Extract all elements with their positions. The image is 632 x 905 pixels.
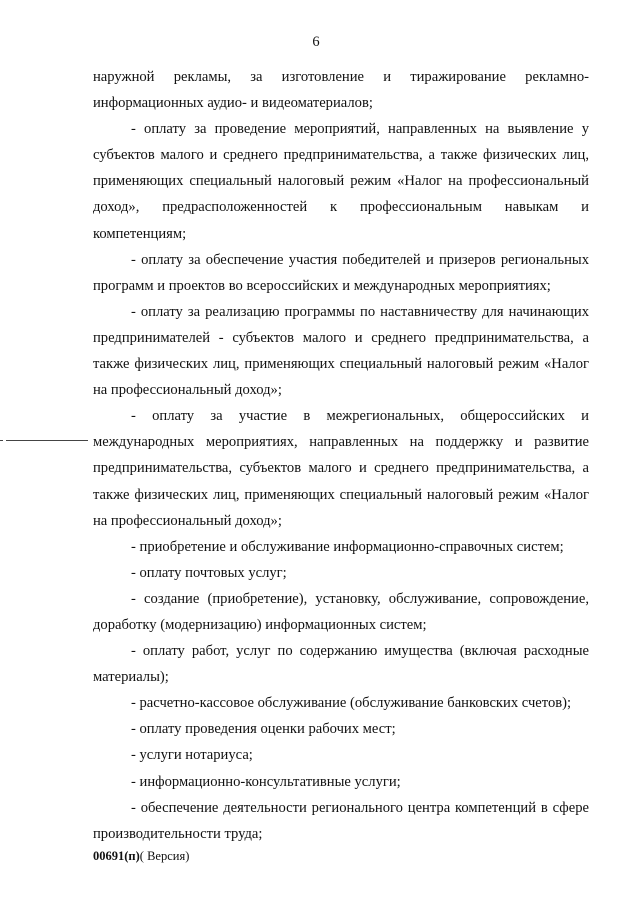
margin-mark-line bbox=[6, 440, 88, 441]
page-number: 6 bbox=[312, 34, 320, 50]
list-item: - оплату почтовых услуг; bbox=[131, 564, 287, 581]
list-item: - приобретение и обслуживание информационно-справочных систем; bbox=[131, 538, 564, 555]
document-body bbox=[93, 64, 589, 847]
list-item: - расчетно-кассовое обслуживание (обслуживание банковских счетов); bbox=[131, 695, 572, 712]
document-footer bbox=[93, 849, 189, 864]
list-item: - оплату за участие в межрегиональных, общероссийских и международных мероприятиях, направленных на поддержку и развитие предпринимательства, субъектов малого и среднего предпринимательства, а также физических лиц, применяющих специальный налоговый режим «Налог на профессиональный доход»; bbox=[93, 408, 589, 529]
list-item: - услуги нотариуса; bbox=[131, 747, 253, 764]
list-item: - оплату работ, услуг по содержанию имущества (включая расходные материалы); bbox=[93, 643, 589, 686]
list-item: - обеспечение деятельности регионального центра компетенций в сфере производительности труда; bbox=[93, 799, 589, 842]
list-item: - оплату за обеспечение участия победителей и призеров региональных программ и проектов во всероссийских и международных мероприятиях; bbox=[93, 251, 589, 294]
margin-mark-dash bbox=[0, 440, 3, 441]
list-item: - создание (приобретение), установку, обслуживание, сопровождение, доработку (модернизацию) информационных систем; bbox=[93, 590, 589, 633]
document-code: 00691(п) bbox=[93, 849, 140, 863]
paragraph: наружной рекламы, за изготовление и тиражирование рекламно-информационных аудио- и видеоматериалов; bbox=[93, 69, 589, 112]
list-item: - оплату проведения оценки рабочих мест; bbox=[131, 721, 396, 738]
list-item: - оплату за проведение мероприятий, направленных на выявление у субъектов малого и среднего предпринимательства, а также физических лиц, применяющих специальный налоговый режим «Налог на профессиональный доход», предрасположенностей к профессиональным навыкам и компетенциям; bbox=[93, 121, 589, 242]
list-item: - оплату за реализацию программы по наставничеству для начинающих предпринимателей - субъектов малого и среднего предпринимательства, а также физических лиц, применяющих специальный налоговый режим «Налог на профессиональный доход»; bbox=[93, 303, 589, 399]
list-item: - информационно-консультативные услуги; bbox=[131, 773, 401, 790]
document-version: ( Версия) bbox=[139, 849, 190, 863]
